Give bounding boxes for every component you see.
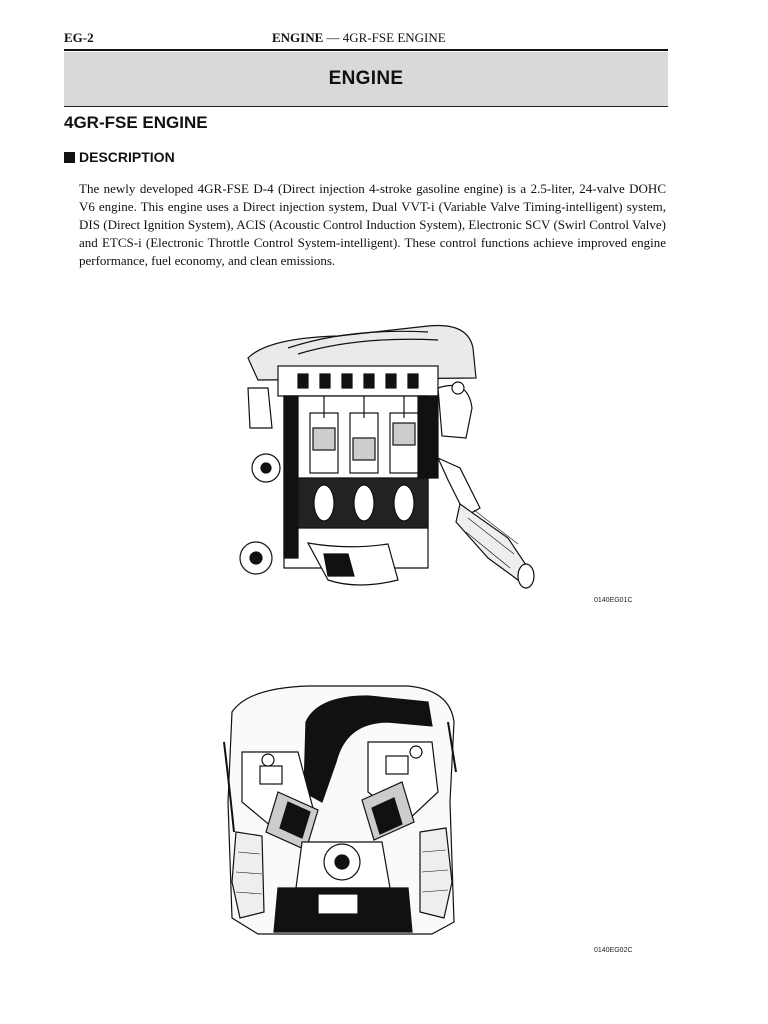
chapter-subtitle: — 4GR-FSE ENGINE xyxy=(323,30,446,45)
figure-2 xyxy=(218,682,464,944)
subsection-title: DESCRIPTION xyxy=(79,149,175,165)
subsection-heading xyxy=(64,149,175,165)
figure-2-code: 0140EG02C xyxy=(594,947,633,954)
running-header xyxy=(64,30,668,48)
figure-1-code: 0140EG01C xyxy=(594,597,633,604)
engine-front-cutaway-illustration xyxy=(218,682,464,944)
banner-title: ENGINE xyxy=(328,68,404,89)
engine-side-cutaway-illustration xyxy=(228,318,546,598)
description-paragraph: The newly developed 4GR-FSE D-4 (Direct injection 4-stroke gasoline engine) is a 2.5-liter, 24-valve DOHC V6 engine. This engine uses a Direct injection system, Dual VVT-i (Variable Valve Timing-intelligent) system, DIS (Direct Ignition System), ACIS (Acoustic Control Induction System), Electronic SCV (Swirl Control Valve) and ETCS-i (Electronic Throttle Control System-intelligent). These control functions achieve improved engine performance, fuel economy, and clean emissions. xyxy=(79,181,666,268)
page-number: EG-2 xyxy=(64,30,94,45)
chapter-name: ENGINE xyxy=(272,30,324,45)
square-bullet-icon xyxy=(64,152,75,163)
figure-1 xyxy=(228,318,546,598)
section-title: 4GR-FSE ENGINE xyxy=(64,113,208,132)
chapter-banner xyxy=(64,52,668,107)
running-title xyxy=(272,30,446,46)
header-rule xyxy=(64,49,668,51)
